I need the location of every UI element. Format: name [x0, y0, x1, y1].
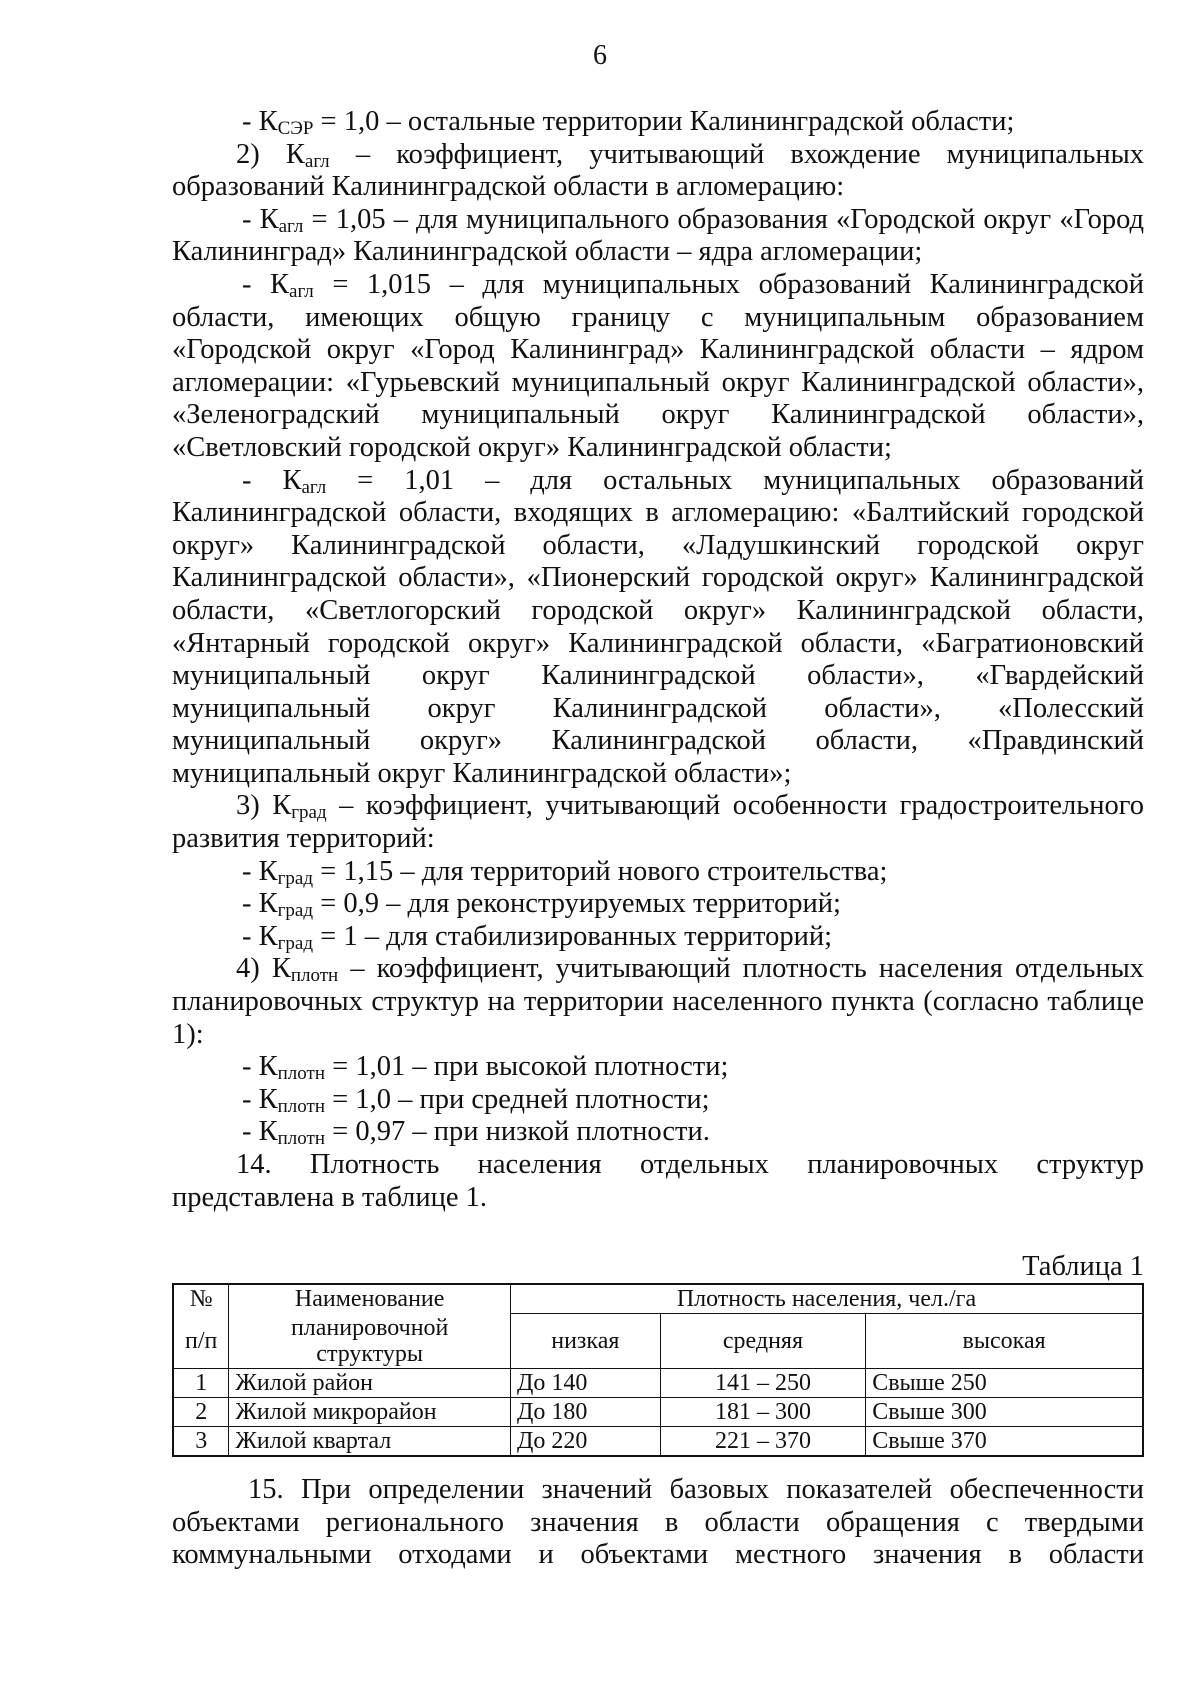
table-section — [172, 1251, 1144, 1457]
row-mid: 141 – 250 — [660, 1368, 866, 1397]
table-row — [173, 1426, 1143, 1456]
paragraph-k-grad-1: - $К_{град} = 1$ – для стабилизированных территорий; — [242, 920, 833, 954]
row-low: До 220 — [510, 1426, 660, 1456]
paragraph-k-agl-1015: - $К_{агл} = 1,015$ – для муниципальных образований Калининградской области, имеющих общую границу с муниципальным образованием «Городской округ «Город Калининград» Калининградской области – ядром агломерации: «Гурьевский муниципальный округ Калининградской области», «Зеленоградский муниципальный округ Калининградской области», «Светловский городской округ» Калининградской области; — [172, 268, 1145, 463]
row-num: 1 — [173, 1368, 229, 1397]
body-text — [172, 106, 1144, 1214]
row-name: Жилой район — [229, 1368, 511, 1397]
header-num-2: п/п — [173, 1314, 229, 1369]
row-mid: 221 – 370 — [660, 1426, 866, 1456]
paragraph-k-agl-def: 2) $К_{агл}$ – коэффициент, учитывающий вхождение муниципальных образований Калининградской области в агломерацию: — [172, 138, 1144, 203]
row-num: 2 — [173, 1397, 229, 1426]
row-high: Свыше 370 — [866, 1426, 1143, 1456]
paragraph-k-agl-101: - $К_{агл} = 1,01$ – для остальных муниципальных образований Калининградской области, входящих в агломерацию: «Балтийский городской округ» Калининградской области, «Ладушкинский городской округ Калининградской области», «Пионерский городской округ» Калининградской области, «Светлогорский городской округ» Калининградской области, «Янтарный городской округ» Калининградской области, «Багратионовский муниципальный округ Калининградской области», «Гвардейский муниципальный округ Калининградской области», «Полесский муниципальный округ» Калининградской области, «Правдинский муниципальный округ Калининградской области»; — [172, 464, 1144, 789]
closing-section — [172, 1474, 1144, 1572]
paragraph-15: 15. При определении значений базовых показателей обеспеченности объектами регионального значения в области обращения с твердыми коммунальными отходами и объектами местного значения в области — [172, 1474, 1144, 1571]
header-num: № — [173, 1284, 229, 1314]
header-name: Наименование — [229, 1284, 511, 1314]
page-number: 6 — [593, 40, 607, 71]
row-high: Свыше 250 — [866, 1368, 1143, 1397]
paragraph-k-grad-09: - $К_{град} = 0,9$ – для реконструируемых территорий; — [242, 888, 841, 922]
paragraph-k-plotn-10: - $К_{плотн} = 1,0$ – при средней плотности; — [242, 1083, 710, 1117]
table-row — [173, 1397, 1143, 1426]
table-header-row-1 — [173, 1284, 1143, 1314]
row-low: До 140 — [510, 1368, 660, 1397]
row-name: Жилой квартал — [229, 1426, 511, 1456]
row-mid: 181 – 300 — [660, 1397, 866, 1426]
header-mid: средняя — [660, 1314, 866, 1369]
table-header-row-2 — [173, 1314, 1143, 1369]
header-low: низкая — [510, 1314, 660, 1369]
table-caption: Таблица 1 — [1022, 1251, 1144, 1282]
paragraph-k-agl-105: - $К_{агл} = 1,05$ – для муниципального образования «Городской округ «Город Калининград» Калининградской области – ядра агломерации; — [172, 203, 1144, 268]
paragraph-k-plotn-097: - $К_{плотн} = 0,97$ – при низкой плотности. — [242, 1116, 710, 1150]
density-table — [172, 1283, 1144, 1457]
paragraph-k-grad-115: - $К_{град} = 1,15$ – для территорий нового строительства; — [242, 855, 888, 889]
row-num: 3 — [173, 1426, 229, 1456]
header-high: высокая — [866, 1314, 1143, 1369]
row-high: Свыше 300 — [866, 1397, 1143, 1426]
header-density: Плотность населения, чел./га — [510, 1284, 1143, 1314]
paragraph-k-grad-def: 3) $К_{град}$ – коэффициент, учитывающий особенности градостроительного развития территорий: — [172, 790, 1144, 855]
paragraph-14: 14. Плотность населения отдельных планировочных структур представлена в таблице 1. — [172, 1149, 1144, 1213]
paragraph-k-ser: - $К_{СЭР} = 1,0$ – остальные территории Калининградской области; — [242, 106, 1015, 139]
table-row — [173, 1368, 1143, 1397]
paragraph-k-plotn-def: 4) $К_{плотн}$ – коэффициент, учитывающий плотность населения отдельных планировочных структур на территории населенного пункта (согласно таблице 1): — [172, 953, 1144, 1050]
header-name-2: планировочной структуры — [229, 1314, 511, 1369]
row-low: До 180 — [510, 1397, 660, 1426]
row-name: Жилой микрорайон — [229, 1397, 511, 1426]
paragraph-k-plotn-101: - $К_{плотн} = 1,01$ – при высокой плотности; — [242, 1051, 729, 1085]
